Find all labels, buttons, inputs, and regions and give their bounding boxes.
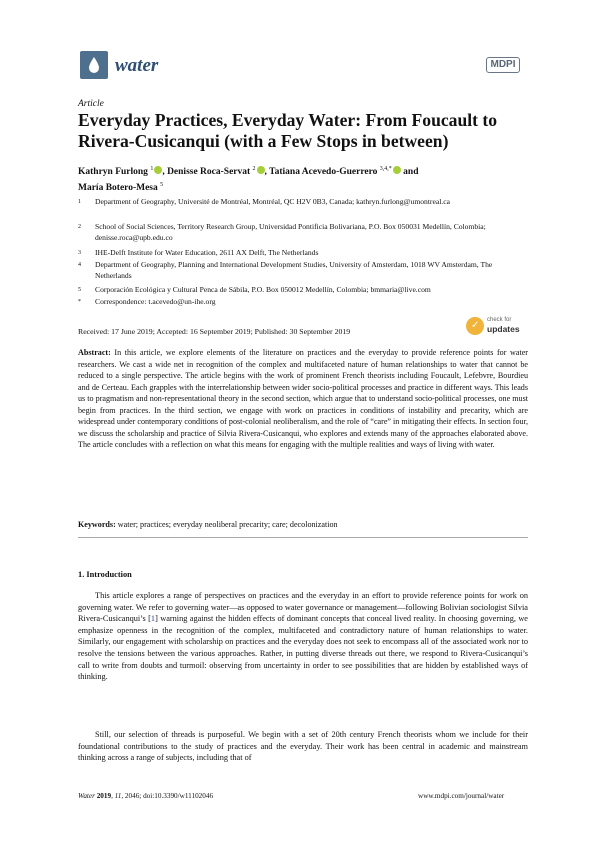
affiliation-text: Correspondence: t.acevedo@un-ihe.org <box>95 297 216 306</box>
journal-name: water <box>115 55 159 76</box>
affiliation-number: 1 <box>78 199 81 205</box>
abstract-label: Abstract: <box>78 348 111 357</box>
affiliation-number: 4 <box>78 262 81 268</box>
author-affiliation-sup: 1 <box>150 166 154 172</box>
affiliation-number: 3 <box>78 250 81 256</box>
author-name: Denisse Roca-Servat <box>167 167 251 177</box>
publisher-logo: MDPI <box>486 57 520 73</box>
article-type-label: Article <box>78 99 104 109</box>
abstract-text: In this article, we explore elements of the literature on practices and the everyday to provide reference points for water researchers. We cast a wide net in recognition of the complex and multifaceted nature of human relationships to water that cannot be reduced to a single perspective. The article begins with the work of prominent French theorists including Foucault, Lefebvre, Bourdieu and de Certeau. Each grapples with the interrelationship between wider socio-political processes and practice in different ways. This leads us to pragmatism and non-representational theory in the second section, which argue that to understand socio-political processes, one must begin from practices. In the third section, we engage with work on practices in conditions of instability and precarity, which are widespread under contemporary conditions of post-colonial neoliberalism, and the role of “care” in mitigating their effects. In section four, we discuss the scholarship and practice of Silvia Rivera-Cusicanqui, who explores and extends many of the approaches elaborated above. The article concludes with a reflection on what this means for engaging with the multiple realities and ways of living with water. <box>78 348 528 450</box>
footer-citation: Water 2019, 11, 2046; doi:10.3390/w11102046 <box>78 792 214 800</box>
keywords-label: Keywords: <box>78 520 116 529</box>
affiliation-text: School of Social Sciences, Territory Research Group, Universidad Pontificia Bolivariana, P.O. Box 050031 Medellín, Colombia; denisse.roca@upb.edu.co <box>95 222 486 242</box>
affiliation-text: Corporación Ecológica y Cultural Penca de Sábila, P.O. Box 050012 Medellín, Colombia; bmmaria@live.com <box>95 285 431 294</box>
checkmark-icon: ✓ <box>471 320 480 331</box>
paragraph: Still, our selection of threads is purposeful. We begin with a set of 20th century French theorists whom we include for their foundational contributions to the study of practices and the everyday. Their work has been central in academic and mainstream thinking across a range of subjects, including that of <box>78 730 528 763</box>
orcid-icon[interactable] <box>257 166 265 174</box>
author-name: Tatiana Acevedo-Guerrero <box>269 167 378 177</box>
citation-link[interactable]: 1 <box>150 614 156 624</box>
footer-journal: Water <box>78 792 95 800</box>
affiliation-text: IHE-Delft Institute for Water Education, 2611 AX Delft, The Netherlands <box>95 248 319 257</box>
badge-line1: check for <box>487 317 512 323</box>
footer-url[interactable]: www.mdpi.com/journal/water <box>418 792 505 800</box>
publication-dates: Received: 17 June 2019; Accepted: 16 September 2019; Published: 30 September 2019 <box>78 327 351 336</box>
keywords <box>78 520 528 529</box>
author-affiliation-sup: 5 <box>160 182 164 188</box>
footer-doi: , 2046; doi:10.3390/w11102046 <box>121 792 214 800</box>
divider <box>78 537 528 538</box>
affiliation-text: Department of Geography, Université de Montréal, Montréal, QC H2V 0B3, Canada; kathryn.furlong@umontreal.ca <box>95 197 450 206</box>
author-affiliation-sup: 2 <box>252 166 256 172</box>
paragraph-text: This article explores a range of perspectives on practices and the everyday in an effort to provide reference points for work on governing water. We refer to governing water—as opposed to water governance or management—following Bolivian sociologist Silvia Rivera-Cusicanqui’s [ <box>78 591 528 624</box>
section-heading: 1. Introduction <box>78 570 132 579</box>
orcid-icon[interactable] <box>393 166 401 174</box>
footer-volume: 11 <box>114 792 122 800</box>
keywords-text: water; practices; everyday neoliberal precarity; care; decolonization <box>117 520 338 529</box>
author-name: Kathryn Furlong <box>78 167 148 177</box>
badge-line2: updates <box>487 324 520 334</box>
page-title: Everyday Practices, Everyday Water: From Foucault to Rivera-Cusicanqui (with a Few Stops in between) <box>78 110 498 151</box>
affiliation-text: Department of Geography, Planning and International Development Studies, University of Amsterdam, 1018 WV Amsterdam, The Netherlands <box>95 260 493 280</box>
author-affiliation-sup: 3,4,* <box>379 166 392 172</box>
affiliation-number: 5 <box>78 287 81 293</box>
affiliation-number: 2 <box>78 224 81 230</box>
author-list: Kathryn Furlong $^1$ , Denisse Roca-Servat $^2$ , Tatiana Acevedo-Guerrero $^{3,4,*}$ and María Botero-Mesa $^5$ <box>78 166 419 193</box>
paragraph-text: ] warning against the hidden effects of dominant concepts that conceal lived reality. In choosing governing, we emphasize openness in the recognition of the complex, multifaceted and contradictory nature of human relationships to water. Similarly, our engagement with scholarship on practices and the everyday does not seek to encompass all of the associated work nor to resolve the tensions between the various approaches. Rather, in putting diverse threads out there, we respond to Rivera-Cusicanqui’s call to write from doubts and turmoil: observing from uncertainty in order to see possibilities that are hidden by established ways of thinking. <box>78 614 528 682</box>
author-and: and <box>403 167 419 177</box>
check-for-updates-button[interactable] <box>466 316 526 340</box>
journal-logo-icon <box>80 51 108 79</box>
footer-year: 2019 <box>96 792 112 800</box>
author-name: María Botero-Mesa <box>78 183 158 193</box>
paragraph <box>78 590 528 683</box>
affiliation-number: * <box>78 299 81 305</box>
abstract <box>78 347 528 451</box>
orcid-icon[interactable] <box>154 166 162 174</box>
